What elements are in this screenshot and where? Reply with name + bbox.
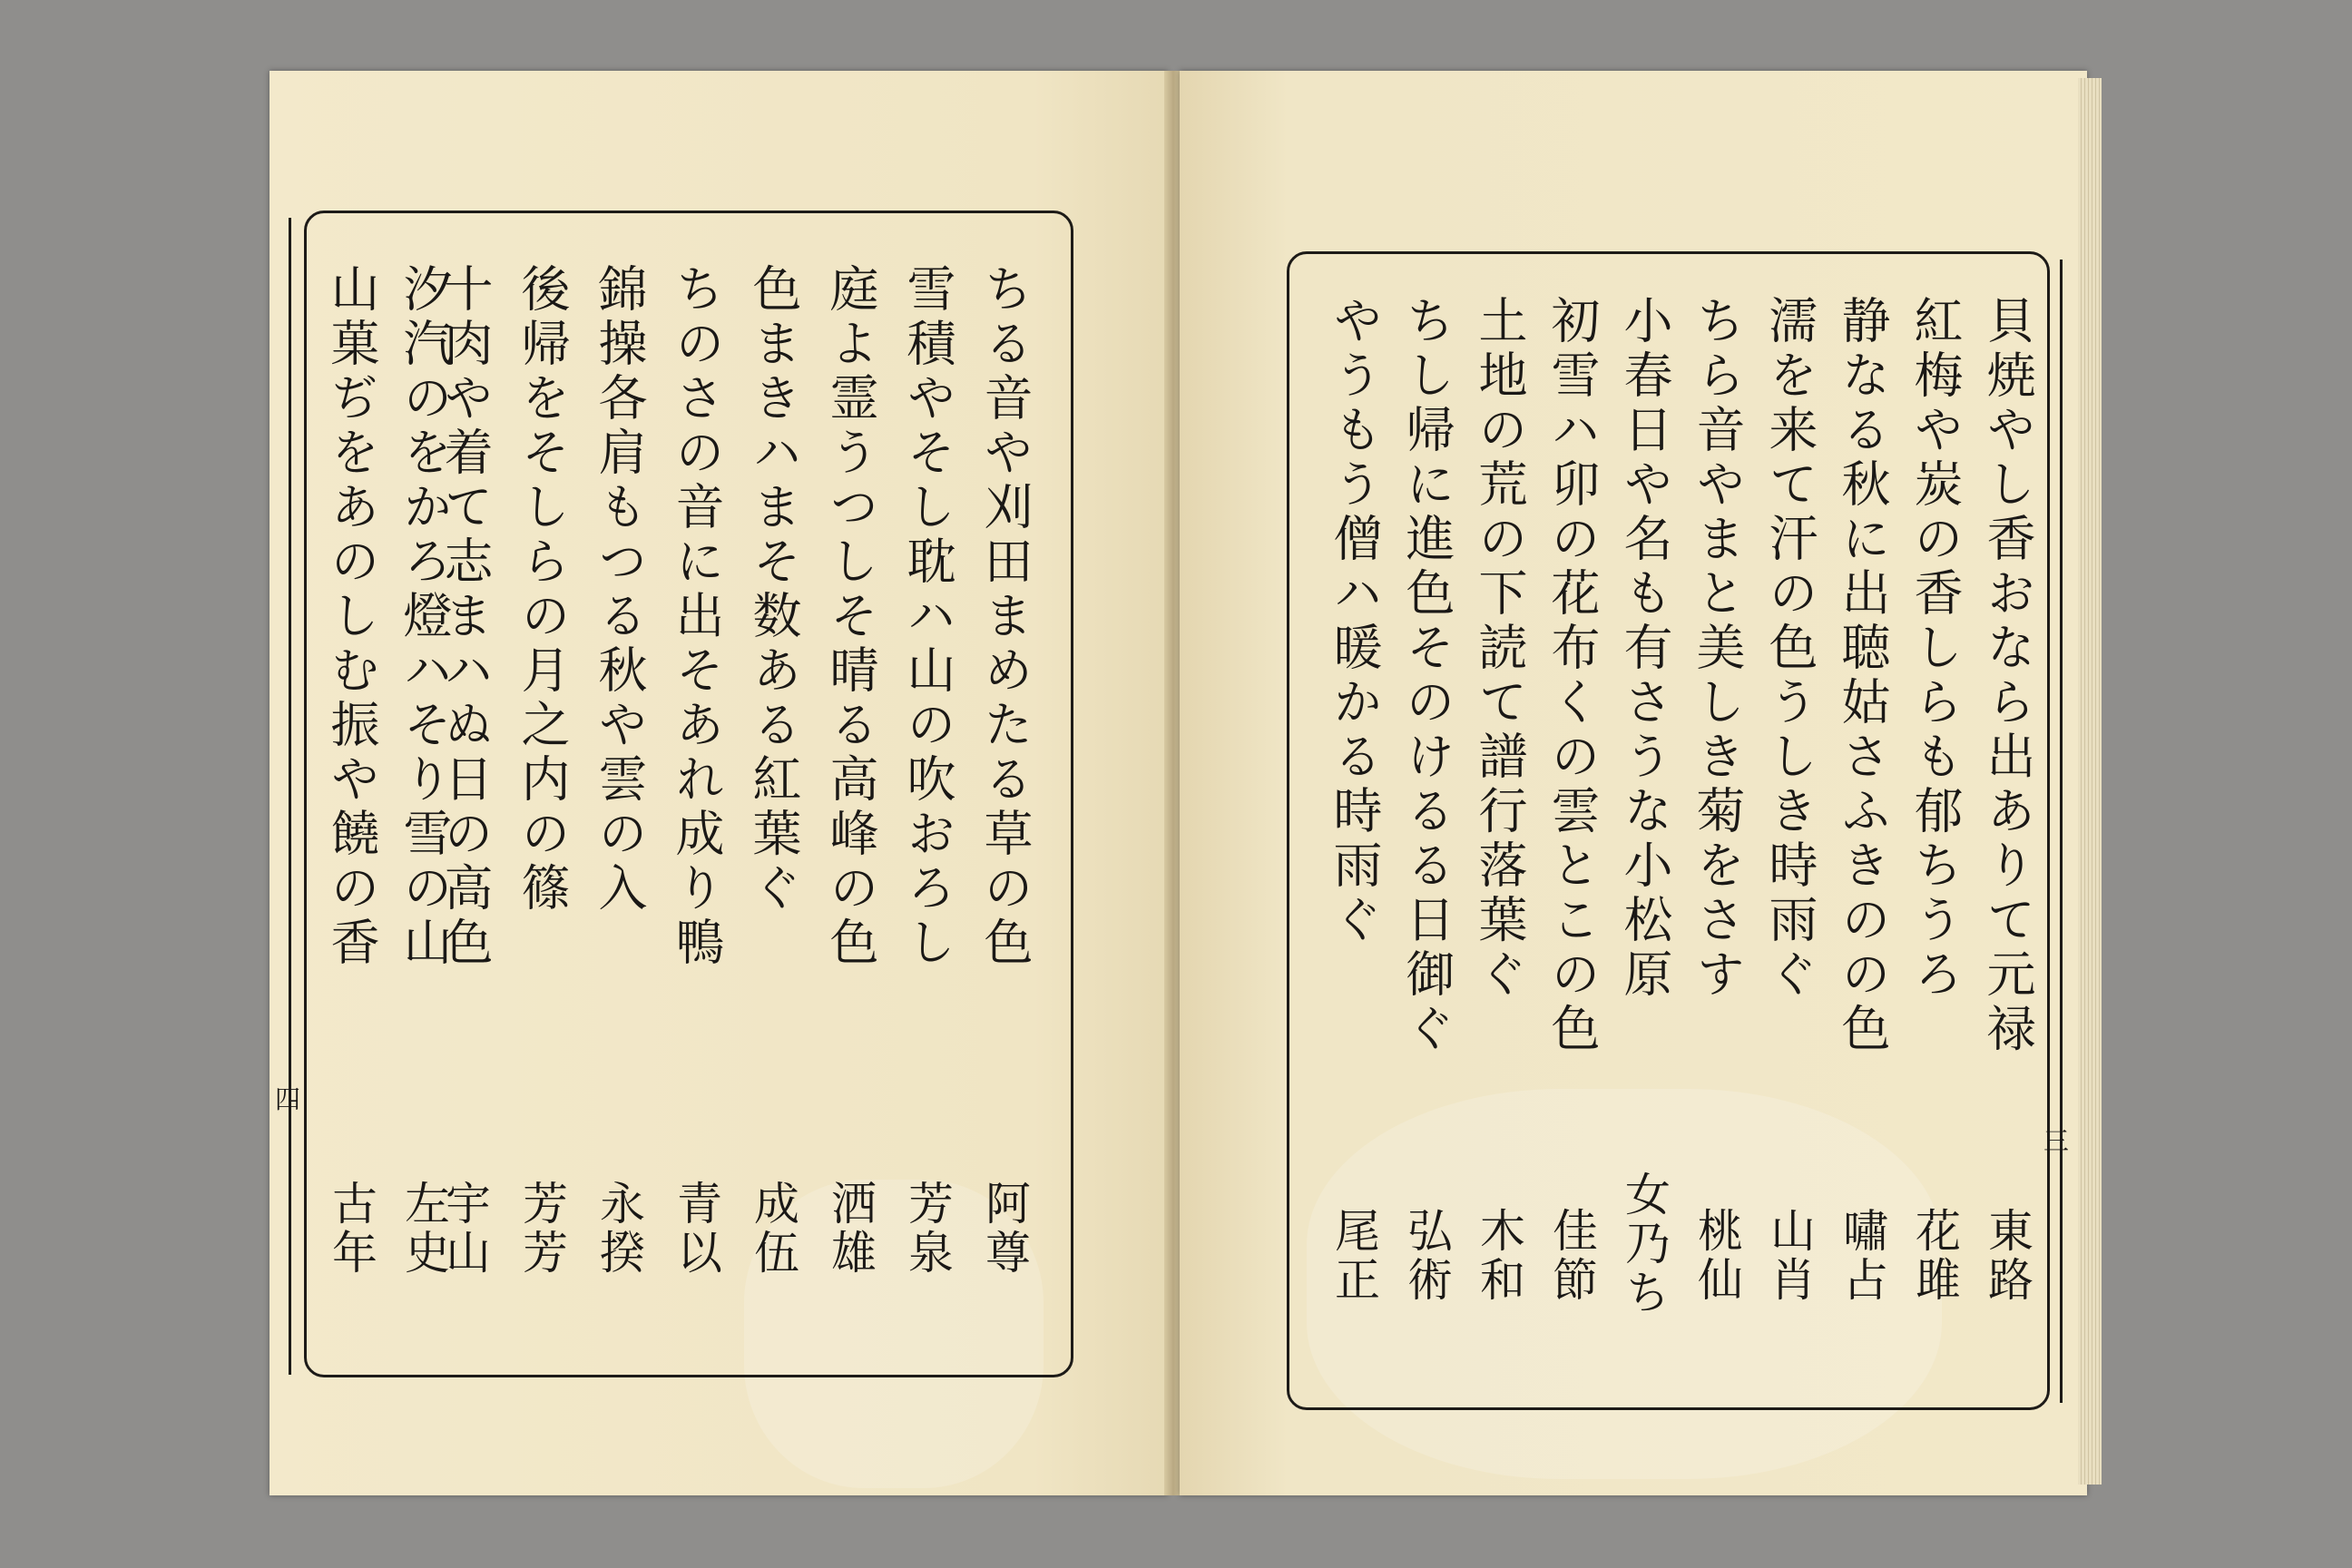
left-poem-3: 庭よ霊うつしそ晴る高峰の色 [822,263,879,971]
right-poem-10: やうもう僧ハ暖かる時雨ぐ [1326,295,1383,948]
page-edges [2078,78,2102,1485]
left-author-2: 芳泉 [901,1180,954,1278]
right-poem-7: 初雪ハ卯の花布くの雲とこの色 [1544,295,1601,1057]
left-poem-8: 十肉や着て志まハぬ日の高色 [436,263,494,971]
right-poem-2: 紅梅や炭の香しらも郁ちうろ [1906,295,1964,1003]
left-poem-7: 後帰をそしらの月之内の篠 [514,263,571,916]
left-poem-4: 色まきハまそ数ある紅葉ぐ [745,263,802,916]
right-poem-6: 小春日や名も有さうな小松原 [1616,295,1673,1003]
right-poem-8: 土地の荒の下読て譜行落葉ぐ [1471,295,1528,1003]
left-author-10: 古年 [325,1180,377,1278]
left-poem-10: 山菓ぢをあのしむ振や饒の香 [323,263,380,971]
left-poem-6: 錦操各肩もつる秋や雲の入 [591,263,648,916]
left-author-5: 青以 [670,1180,722,1278]
right-author-6: 女乃ち [1618,1171,1671,1318]
right-poem-5: ちら音やまと美しき菊をさす [1689,295,1746,1003]
left-poem-2: 雪積やそし耽ハ山の吹おろし [899,263,956,971]
right-poem-4: 濡を来て汗の色うしき時雨ぐ [1761,295,1818,1003]
left-author-9: 左史 [397,1180,450,1278]
left-folio-number: 四 [275,1084,301,1114]
right-poem-9: ちし帰に進色そのけるる日御ぐ [1398,295,1455,1057]
right-author-7: 佳節 [1545,1207,1598,1305]
right-author-4: 山肖 [1763,1207,1816,1305]
right-author-9: 弘術 [1400,1207,1453,1305]
right-author-10: 尾正 [1328,1207,1380,1305]
left-poem-9: 汐汽のをかろ燈ハそり雪の山 [396,263,453,971]
right-frame-outer-line [2060,260,2063,1403]
left-frame-outer-line [289,218,291,1375]
left-author-4: 成伍 [747,1180,799,1278]
right-author-2: 花雎 [1908,1207,1961,1305]
left-author-8: 宇山 [438,1180,491,1278]
left-author-3: 洒雄 [824,1180,877,1278]
left-poem-5: ちのさの音に出そあれ成り鴨 [668,263,725,971]
right-author-8: 木和 [1473,1207,1525,1305]
right-poem-1: 貝焼やし香おなら出ありて元禄 [1979,295,2036,1057]
left-author-1: 阿尊 [978,1180,1031,1278]
right-author-1: 東路 [1981,1207,2034,1305]
left-author-7: 芳芳 [515,1180,568,1278]
left-poem-1: ちる音や刈田まめたる草の色 [976,263,1034,971]
left-author-6: 永揆 [593,1180,645,1278]
right-author-5: 桃仙 [1690,1207,1743,1305]
right-folio-number: 三 [2043,1126,2070,1156]
right-author-3: 嘯占 [1836,1207,1888,1305]
right-poem-3: 静なる秋に出聴姑さふきのの色 [1834,295,1891,1057]
